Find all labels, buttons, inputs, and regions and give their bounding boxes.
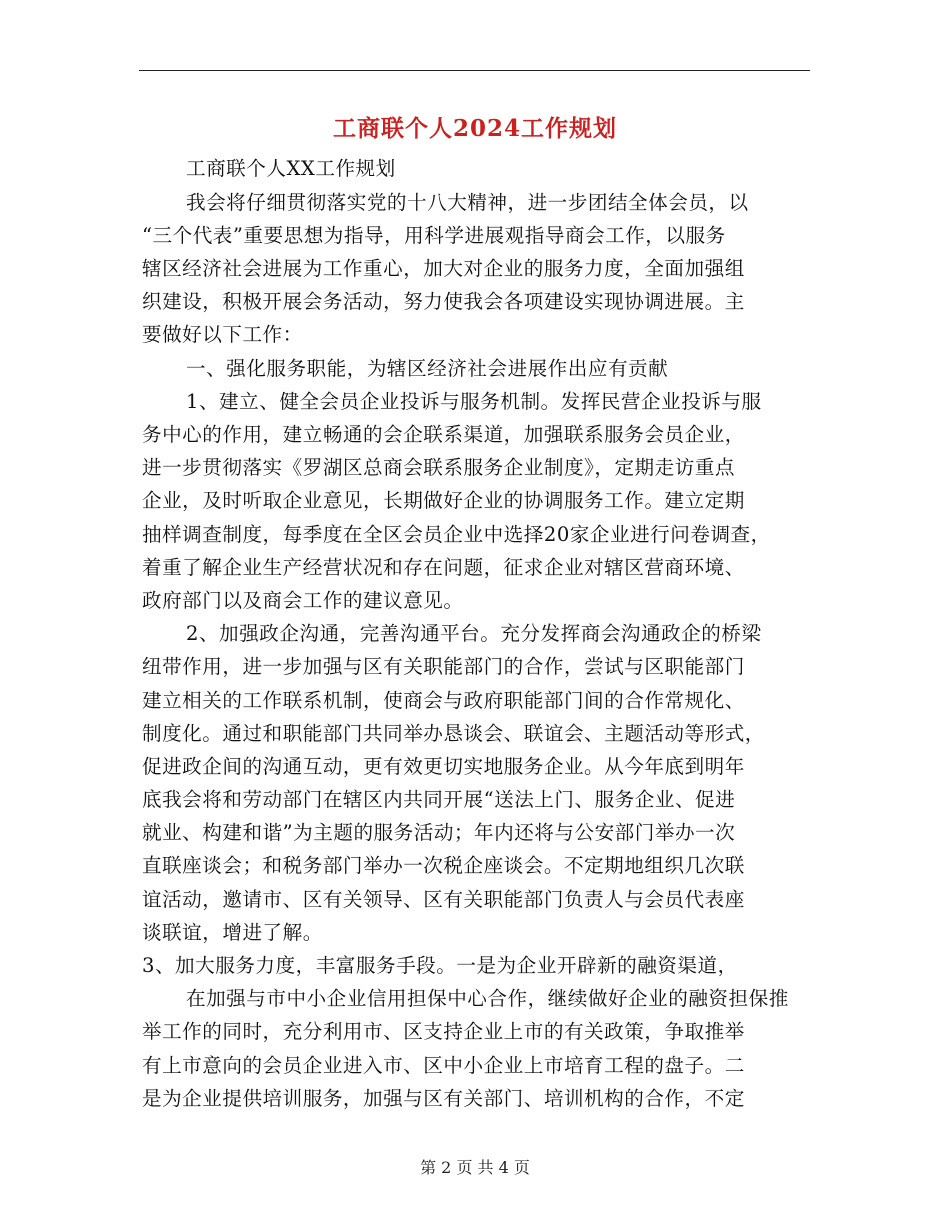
text-line: 要做好以下工作：: [142, 323, 303, 346]
text-line: 底我会将和劳动部门在辖区内共同开展“送法上门、服务企业、促进: [142, 788, 736, 811]
text-line: 就业、构建和谐”为主题的服务活动；年内还将与公安部门举办一次: [142, 821, 736, 844]
header-rule: [139, 70, 810, 71]
text-line: 辖区经济社会进展为工作重心，加大对企业的服务力度，全面加强组: [142, 257, 745, 280]
text-line: 3、加大服务力度，丰富服务手段。一是为企业开辟新的融资渠道，: [142, 954, 738, 977]
text-line: 谈联谊，增进了解。: [142, 921, 323, 944]
text-line: 举工作的同时，充分利用市、区支持企业上市的有关政策，争取推举: [142, 1020, 745, 1043]
text-line: 一、强化服务职能，为辖区经济社会进展作出应有贡献: [186, 357, 669, 380]
text-line: 直联座谈会；和税务部门举办一次税企座谈会。不定期地组织几次联: [142, 854, 745, 877]
text-line: 政府部门以及商会工作的建议意见。: [142, 589, 464, 612]
text-line: 务中心的作用，建立畅通的会企联系渠道，加强联系服务会员企业，: [142, 423, 745, 446]
text-line: 1、建立、健全会员企业投诉与服务机制。发挥民营企业投诉与服: [186, 390, 762, 413]
text-line: 制度化。通过和职能部门共同举办恳谈会、联谊会、主题活动等形式，: [142, 722, 765, 745]
text-line: 谊活动，邀请市、区有关领导、区有关职能部门负责人与会员代表座: [142, 888, 745, 911]
text-line: 促进政企间的沟通互动，更有效更切实地服务企业。从今年底到明年: [142, 755, 745, 778]
text-line: 在加强与市中小企业信用担保中心合作，继续做好企业的融资担保推: [186, 987, 789, 1010]
text-line: 抽样调查制度，每季度在全区会员企业中选择20家企业进行问卷调查，: [142, 523, 771, 546]
page-number: 第 2 页 共 4 页: [420, 1158, 530, 1177]
text-line: 2、加强政企沟通，完善沟通平台。充分发挥商会沟通政企的桥梁: [186, 622, 762, 645]
text-line: “三个代表”重要思想为指导，用科学进展观指导商会工作，以服务: [142, 224, 726, 247]
text-line: 企业，及时听取企业意见，长期做好企业的协调服务工作。建立定期: [142, 489, 745, 512]
text-line: 织建设，积极开展会务活动，努力使我会各项建设实现协调进展。主: [142, 290, 745, 313]
text-line: 有上市意向的会员企业进入市、区中小企业上市培育工程的盘子。二: [142, 1054, 745, 1077]
text-line: 纽带作用，进一步加强与区有关职能部门的合作，尝试与区职能部门: [142, 655, 745, 678]
document-title: 工商联个人2024工作规划: [332, 115, 617, 142]
text-line: 工商联个人XX工作规划: [186, 157, 396, 180]
text-line: 着重了解企业生产经营状况和存在问题，征求企业对辖区营商环境、: [142, 556, 745, 579]
text-line: 进一步贯彻落实《罗湖区总商会联系服务企业制度》，定期走访重点: [142, 456, 736, 479]
text-line: 我会将仔细贯彻落实党的十八大精神，进一步团结全体会员，以: [186, 191, 749, 214]
text-line: 是为企业提供培训服务，加强与区有关部门、培训机构的合作，不定: [142, 1087, 745, 1110]
text-line: 建立相关的工作联系机制，使商会与政府职能部门间的合作常规化、: [142, 689, 745, 712]
